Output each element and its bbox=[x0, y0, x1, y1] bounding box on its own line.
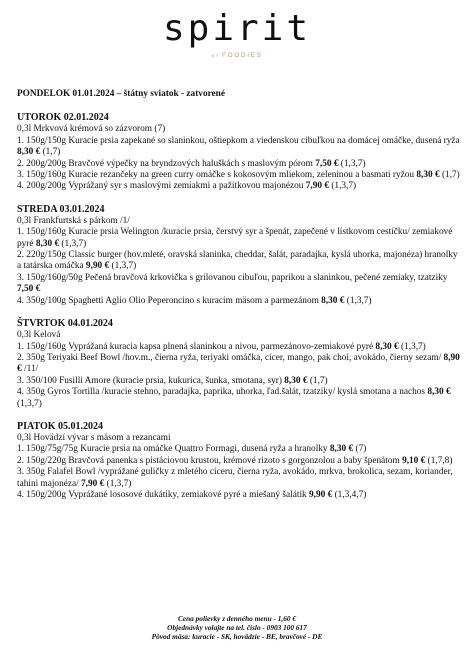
menu-item-description: 4. 350g Gyros Tortilla /kuracie stehno, paradajka, paprika, uhorka, ľad.šalát, tzatziky/ kyslá smotana a nachos bbox=[17, 387, 428, 398]
menu-item-price: 9,90 € bbox=[85, 261, 110, 272]
menu-item bbox=[17, 342, 463, 353]
menu-item-price: 8,90 € bbox=[17, 352, 460, 375]
menu-item-allergens: (1,3,7) bbox=[398, 341, 426, 352]
menu-item-description: 3. 150g/160g Kuracie rezančeky na green curry omáčke s kokosovým mliekom, zeleninou a basmati ryžou bbox=[17, 170, 417, 181]
brand-by: BY bbox=[211, 52, 221, 58]
menu-item bbox=[17, 181, 463, 192]
menu-item-allergens: (1,3,7) bbox=[344, 295, 372, 306]
menu-item bbox=[17, 456, 463, 467]
brand-subtitle bbox=[0, 52, 474, 59]
menu-item bbox=[17, 159, 463, 170]
menu-item-price: 8,30 € bbox=[17, 147, 41, 158]
menu-item-allergens: (1,3,7) bbox=[17, 398, 42, 409]
menu-item-description: 3. 150g/160g/50g Pečená bravčová krkovička s grilovanou cibuľou, paprikou a slaninkou, pečené zemiaky, tzatziky bbox=[17, 272, 448, 283]
menu-item-description: 4. 150g/200g Vyprážané lososové dukátiky, zemiakové pyré a miešaný šalátik bbox=[17, 489, 310, 500]
menu-item bbox=[17, 490, 463, 501]
menu-item-allergens: (1,3,7) bbox=[329, 181, 357, 192]
menu-item bbox=[17, 467, 463, 490]
menu-item-price: 8,30 € bbox=[375, 341, 399, 352]
menu-item-description: 4. 200g/200g Vyprážaný syr s maslovými zemiakmi a pažítkovou majonézou bbox=[17, 181, 306, 192]
menu-item-allergens: (1,3,4,7) bbox=[332, 489, 367, 500]
menu-item-description: 1. 150g/150g Kuracie prsia zapekané so slaninkou, oštiepkom a viedenskou cibuľkou na domácej omáčke, dusená ryža bbox=[17, 135, 460, 146]
menu-item-description: 1. 150g/160g Kuracie prsia Welington /kuracie prsia, čerstvý syr a špenát, zapečené v lístkovom cestíčku/ zemiakové pyré bbox=[17, 227, 453, 249]
soup-of-day: 0,3l Frankfurtská s párkom /1/ bbox=[17, 215, 130, 226]
brand-logo bbox=[0, 10, 474, 59]
menu-item bbox=[17, 353, 463, 376]
menu-item-price: 7,90 € bbox=[305, 181, 329, 192]
menu-item-allergens: (1,3,7) bbox=[109, 261, 137, 272]
menu-item-price: 8,30 € bbox=[321, 295, 345, 306]
menu-item-allergens: (1,7,8) bbox=[425, 455, 453, 466]
day-section bbox=[17, 421, 463, 501]
menu-item bbox=[17, 227, 463, 250]
menu-item-description: 2. 200g/200g Bravčové výpečky na bryndzových haluškách s maslovým pórom bbox=[17, 158, 316, 169]
meat-origin-note: Pôvod mäsa: kuracie - SK, hovädzie - BE, bravčové - DE bbox=[151, 632, 323, 642]
menu-item-allergens: (1,7) bbox=[40, 147, 61, 158]
soup-of-day: 0,3l Kelová bbox=[17, 330, 61, 341]
day-title: PIATOK 05.01.2024 bbox=[17, 420, 104, 432]
menu-content bbox=[17, 89, 463, 512]
menu-item-allergens: (1,3,7) bbox=[59, 238, 87, 249]
menu-item-description: 3. 350/100 Fusilli Amore (kuracie prsia, kukurica, šunka, smotana, syr) bbox=[17, 375, 285, 386]
menu-item-price: 7,50 € bbox=[315, 158, 339, 169]
menu-item-price: 8,30 € bbox=[284, 375, 308, 386]
day-section bbox=[17, 318, 463, 410]
menu-item-allergens: (1,3,7) bbox=[104, 478, 132, 489]
menu-item bbox=[17, 273, 463, 296]
soup-price-note: Cena polievky z denného menu - 1,60 € bbox=[178, 614, 296, 623]
brand-foodies: FOODIES bbox=[222, 52, 263, 59]
menu-item bbox=[17, 444, 463, 455]
menu-footer bbox=[0, 614, 474, 642]
menu-item-price: 8,30 € bbox=[427, 387, 451, 398]
menu-item bbox=[17, 376, 463, 387]
menu-item-price: 8,30 € bbox=[329, 444, 354, 455]
menu-item-description: 2. 350g Teriyaki Beef Bowl /hov.m., čierna ryža, teriyaki omáčka, cícer, mango, pak choi, avokádo, čierny sezam/ bbox=[17, 352, 444, 363]
menu-item-price: 8,30 € bbox=[416, 170, 440, 181]
menu-item bbox=[17, 296, 463, 307]
day-section bbox=[17, 112, 463, 192]
soup-of-day: 0,3l Hovädzí vývar s mäsom a rezancami bbox=[17, 432, 171, 443]
menu-item-description: 2. 220g/150g Classic burger (hov.mleté, oravská slaninka, cheddar, šalát, paradajka, kyslá uhorka, majonéza) hranolky a tatárska omáčka bbox=[17, 250, 458, 272]
menu-item-allergens: (7) bbox=[353, 444, 367, 455]
day-list bbox=[17, 112, 463, 501]
day-section bbox=[17, 204, 463, 307]
menu-item bbox=[17, 387, 463, 410]
menu-item-description: 1. 150g/160g Vyprážaná kuracia kapsa plnená slaninkou a nivou, parmezánovo-zemiakové pyré bbox=[17, 341, 376, 352]
menu-item-description: 2. 150g/220g Bravčová panenka s pistáciovou krustou, krémové rizoto s gorgonzolou a baby špenátom bbox=[17, 455, 403, 466]
menu-item bbox=[17, 136, 463, 159]
day-title: STREDA 03.01.2024 bbox=[17, 203, 105, 215]
menu-item-price: 9,90 € bbox=[309, 489, 333, 500]
menu-item-allergens: (1,3,7) bbox=[338, 158, 366, 169]
menu-item-description: 3. 350g Falafel Bowl /vyprážané guličky z mletého cíceru, čierna ryža, avokádo, mrkva, brokolica, sezam, koriander, tahini majonéza/ bbox=[17, 467, 453, 489]
closed-notice: PONDELOK 01.01.2024 – štátny sviatok - zatvorené bbox=[17, 89, 225, 99]
menu-item-price: 9,10 € bbox=[402, 455, 426, 466]
menu-item-price: 8,30 € bbox=[35, 238, 60, 249]
menu-item-price: 7,90 € bbox=[81, 478, 105, 489]
menu-item-allergens: /11/ bbox=[21, 364, 39, 375]
menu-item bbox=[17, 250, 463, 273]
order-phone-note: Objednávky volajte na tel. číslo - 0903 100 617 bbox=[167, 623, 307, 633]
soup-of-day: 0,3l Mrkvová krémová so zázvorom (7) bbox=[17, 124, 166, 135]
menu-item-allergens: (1,7) bbox=[307, 375, 328, 386]
menu-item-price: 7,50 € bbox=[17, 284, 41, 295]
day-title: ŠTVRTOK 04.01.2024 bbox=[17, 318, 113, 330]
day-title: UTOROK 02.01.2024 bbox=[17, 112, 109, 124]
brand-name: spirit bbox=[162, 8, 312, 49]
menu-item-description: 4. 350g/100g Spaghetti Aglio Olio Peperoncino s kuracím mäsom a parmezánom bbox=[17, 295, 322, 306]
menu-item-allergens: (1,7) bbox=[439, 170, 460, 181]
menu-item-description: 1. 150g/75g/75g Kuracie prsia na omáčke Quattro Formagi, dusená ryža a hranolky bbox=[17, 444, 330, 455]
menu-item bbox=[17, 170, 463, 181]
